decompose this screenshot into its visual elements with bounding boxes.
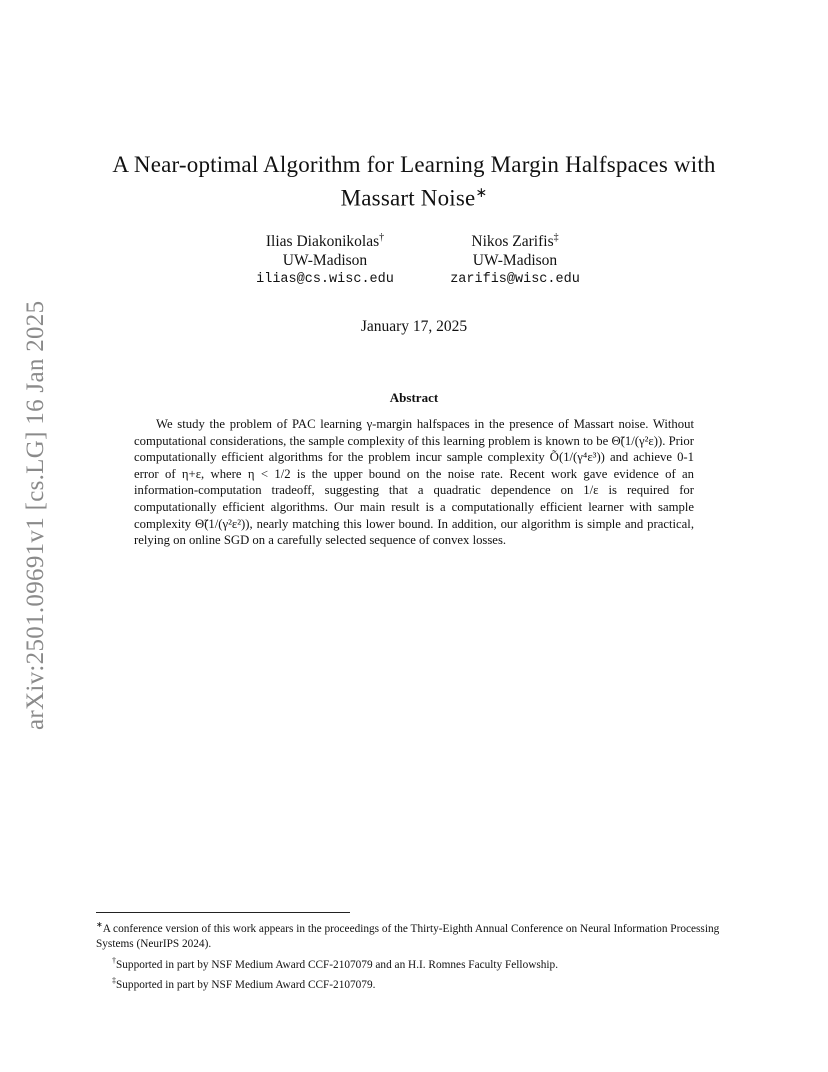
footnote-mark: †	[112, 955, 116, 965]
footnote-text: A conference version of this work appears in the proceedings of the Thirty-Eighth Annual Conference on Neural Information Processing Systems (NeurIPS 2024).	[96, 922, 720, 951]
author-footnote-mark: †	[379, 232, 385, 243]
author-block-1	[230, 228, 420, 289]
footnote-3	[96, 973, 736, 993]
footnotes	[96, 917, 736, 993]
arxiv-identifier-stamp: arXiv:2501.09691v1 [cs.LG] 16 Jan 2025	[22, 300, 49, 730]
author-affiliation: UW-Madison	[472, 252, 558, 270]
abstract-heading: Abstract	[389, 390, 439, 405]
title-line-2: Massart Noise	[340, 185, 476, 211]
author-block-2	[430, 228, 600, 289]
footnote-divider	[96, 912, 350, 913]
author-footnote-mark: ‡	[553, 232, 559, 243]
title-line-1: A Near-optimal Algorithm for Learning Margin Halfspaces with	[112, 152, 716, 177]
title-footnote-mark: ∗	[475, 186, 488, 201]
publication-date: January 17, 2025	[360, 318, 468, 335]
author-name: Ilias Diakonikolas	[265, 233, 380, 251]
author-affiliation: UW-Madison	[282, 252, 368, 270]
abstract-paragraph: We study the problem of PAC learning γ-margin halfspaces in the presence of Massart noise. Without computational considerations, the sample complexity of this learning problem is known to be Θ̃(1/(γ²ε)). Prior computationally efficient algorithms for the problem incur sample complexity Õ(1/(γ⁴ε³)) and achieve 0-1 error of η+ε, where η < 1/2 is the upper bound on the noise rate. Recent work gave evidence of an information-computation tradeoff, suggesting that a quadratic dependence on 1/ε is required for computationally efficient algorithms. Our main result is a computationally efficient learner with sample complexity Θ̃(1/(γ²ε²)), nearly matching this lower bound. In addition, our algorithm is simple and practical, relying on online SGD on a carefully selected sequence of convex losses.	[134, 417, 694, 548]
author-name: Nikos Zarifis	[471, 233, 554, 251]
abstract-body	[134, 416, 694, 549]
footnote-mark: ∗	[96, 920, 103, 929]
footnote-text: Supported in part by NSF Medium Award CCF-2107079.	[116, 978, 376, 991]
author-email[interactable]: zarifis@wisc.edu	[450, 272, 580, 288]
paper-title	[100, 150, 728, 213]
footnote-1	[96, 917, 736, 953]
author-email[interactable]: ilias@cs.wisc.edu	[256, 272, 394, 288]
footnote-2	[96, 953, 736, 973]
footnote-text: Supported in part by NSF Medium Award CCF-2107079 and an H.I. Romnes Faculty Fellowship.	[116, 958, 559, 971]
footnote-mark: ‡	[112, 976, 116, 986]
